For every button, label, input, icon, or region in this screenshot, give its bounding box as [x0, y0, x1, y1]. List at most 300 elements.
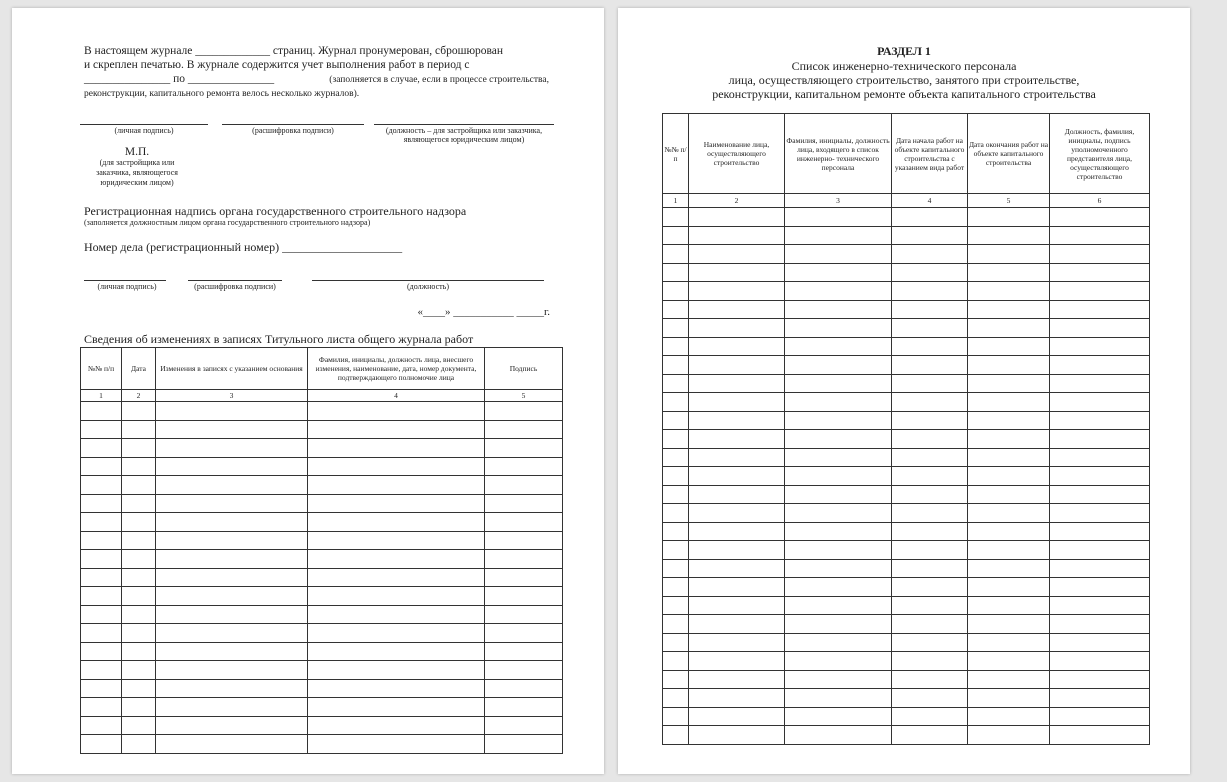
table-cell — [968, 319, 1050, 338]
table-cell — [968, 504, 1050, 523]
table-cell — [308, 402, 485, 421]
table-cell — [785, 726, 892, 745]
table-row — [663, 707, 1150, 726]
table-cell — [892, 319, 968, 338]
table-cell — [122, 698, 156, 717]
intro-line-1: В настоящем журнале _____________ страниц. Журнал пронумерован, сброшюрован — [84, 45, 504, 57]
table-cell — [892, 689, 968, 708]
table-cell — [785, 541, 892, 560]
table-cell — [785, 430, 892, 449]
table-cell — [689, 559, 785, 578]
table-cell — [1050, 689, 1150, 708]
case-number: Номер дела (регистрационный номер) ____________________ — [84, 240, 403, 254]
table-cell — [1050, 337, 1150, 356]
table-cell — [785, 393, 892, 412]
table-cell — [308, 439, 485, 458]
table-row — [81, 457, 563, 476]
table-row — [663, 559, 1150, 578]
intro-period: _______________ по _______________ — [84, 73, 275, 85]
table-cell — [122, 605, 156, 624]
table-cell — [663, 707, 689, 726]
table-cell — [1050, 467, 1150, 486]
table-cell — [968, 337, 1050, 356]
table-cell — [892, 337, 968, 356]
table-cell — [81, 476, 122, 495]
table-row — [663, 485, 1150, 504]
table-number-row — [81, 390, 563, 402]
table-row — [81, 679, 563, 698]
table-cell — [689, 522, 785, 541]
table-cell — [663, 208, 689, 227]
table-cell — [689, 411, 785, 430]
table-cell — [968, 282, 1050, 301]
column-number: 6 — [1050, 194, 1150, 208]
table-number-row — [663, 194, 1150, 208]
table-cell — [785, 633, 892, 652]
table-cell — [1050, 670, 1150, 689]
signature-decode-caption: (расшифровка подписи) — [252, 126, 334, 135]
table-cell — [968, 467, 1050, 486]
table-cell — [968, 615, 1050, 634]
table-cell — [1050, 319, 1150, 338]
table-cell — [122, 513, 156, 532]
table-cell — [156, 439, 308, 458]
table-cell — [1050, 726, 1150, 745]
header-author: Фамилия, инициалы, должность лица, внесшего изменения, наименование, дата, номер документа, подтверждающего полномочие лица — [308, 348, 485, 390]
table-cell — [689, 726, 785, 745]
table-row — [663, 263, 1150, 282]
table-cell — [892, 652, 968, 671]
table-cell — [892, 522, 968, 541]
table-cell — [122, 494, 156, 513]
table-cell — [785, 596, 892, 615]
table-cell — [156, 531, 308, 550]
table-cell — [1050, 652, 1150, 671]
table-cell — [689, 485, 785, 504]
table-cell — [968, 411, 1050, 430]
document-page-right — [618, 8, 1190, 774]
table-cell — [663, 633, 689, 652]
table-row — [81, 624, 563, 643]
table-cell — [892, 411, 968, 430]
table-row — [663, 467, 1150, 486]
table-row — [81, 605, 563, 624]
table-cell — [81, 568, 122, 587]
table-row — [663, 541, 1150, 560]
table-cell — [485, 513, 563, 532]
table-cell — [785, 263, 892, 282]
table-row — [663, 615, 1150, 634]
table-cell — [785, 356, 892, 375]
table-row — [663, 226, 1150, 245]
table-cell — [785, 485, 892, 504]
table-cell — [1050, 633, 1150, 652]
section-subtitle-3: реконструкции, капитальном ремонте объекта капитального строительства — [712, 87, 1096, 101]
table-cell — [308, 476, 485, 495]
table-cell — [892, 374, 968, 393]
table-row — [663, 504, 1150, 523]
intro-note: (заполняется в случае, если в процессе строительства, — [329, 75, 549, 85]
table-cell — [689, 504, 785, 523]
table-cell — [122, 661, 156, 680]
table-cell — [81, 402, 122, 421]
table-cell — [485, 494, 563, 513]
table-cell — [81, 439, 122, 458]
table-cell — [968, 726, 1050, 745]
table-row — [663, 522, 1150, 541]
section-heading — [618, 44, 1190, 101]
table-cell — [689, 245, 785, 264]
header-date: Дата — [122, 348, 156, 390]
table-cell — [892, 208, 968, 227]
table-cell — [663, 652, 689, 671]
table-cell — [122, 476, 156, 495]
table-cell — [81, 494, 122, 513]
registration-note: (заполняется должностным лицом органа государственного строительного надзора) — [84, 218, 371, 227]
table-cell — [1050, 226, 1150, 245]
table-cell — [689, 467, 785, 486]
table-cell — [122, 624, 156, 643]
table-row — [663, 393, 1150, 412]
table-cell — [663, 393, 689, 412]
table-cell — [892, 356, 968, 375]
table-cell — [892, 282, 968, 301]
table-cell — [122, 568, 156, 587]
table-cell — [1050, 356, 1150, 375]
column-number: 2 — [689, 194, 785, 208]
table-cell — [785, 522, 892, 541]
column-number: 4 — [308, 390, 485, 402]
table-cell — [485, 568, 563, 587]
table-cell — [663, 226, 689, 245]
table-cell — [968, 226, 1050, 245]
table-cell — [689, 578, 785, 597]
table-cell — [485, 439, 563, 458]
table-row — [663, 578, 1150, 597]
table-cell — [156, 642, 308, 661]
table-cell — [689, 374, 785, 393]
position-line-2 — [312, 280, 544, 281]
table-row — [663, 670, 1150, 689]
table-cell — [485, 698, 563, 717]
table-cell — [81, 531, 122, 550]
table-cell — [689, 430, 785, 449]
stamp-note-1: (для застройщика или — [99, 158, 175, 167]
table-cell — [968, 689, 1050, 708]
table-cell — [308, 642, 485, 661]
table-cell — [485, 735, 563, 754]
table-row — [663, 282, 1150, 301]
table-cell — [485, 550, 563, 569]
table-cell — [892, 245, 968, 264]
table-cell — [663, 263, 689, 282]
registration-title: Регистрационная надпись органа государственного строительного надзора — [84, 204, 467, 218]
table-cell — [156, 568, 308, 587]
table-cell — [785, 670, 892, 689]
table-row — [663, 596, 1150, 615]
table-cell — [1050, 393, 1150, 412]
position-line — [374, 124, 554, 125]
table-row — [81, 642, 563, 661]
table-cell — [156, 457, 308, 476]
table-cell — [663, 319, 689, 338]
table-cell — [785, 411, 892, 430]
table-cell — [968, 541, 1050, 560]
table-cell — [785, 578, 892, 597]
table-cell — [968, 300, 1050, 319]
staff-table — [662, 113, 1150, 745]
table-cell — [308, 716, 485, 735]
table-cell — [485, 476, 563, 495]
table-cell — [785, 300, 892, 319]
table-cell — [892, 504, 968, 523]
table-cell — [81, 605, 122, 624]
table-cell — [689, 652, 785, 671]
table-cell — [689, 208, 785, 227]
signature-decode-caption-2: (расшифровка подписи) — [194, 282, 276, 291]
column-number: 2 — [122, 390, 156, 402]
table-cell — [81, 735, 122, 754]
table-cell — [81, 587, 122, 606]
stamp-note-2: заказчика, являющегося — [96, 168, 178, 177]
table-cell — [156, 587, 308, 606]
table-cell — [485, 605, 563, 624]
table-cell — [308, 531, 485, 550]
table-cell — [1050, 282, 1150, 301]
column-number: 5 — [968, 194, 1050, 208]
signature-line — [80, 124, 208, 125]
table-cell — [81, 661, 122, 680]
table-row — [663, 337, 1150, 356]
table-cell — [663, 504, 689, 523]
table-cell — [785, 208, 892, 227]
table-cell — [81, 624, 122, 643]
table-row — [81, 735, 563, 754]
signature-decode-line-2 — [188, 280, 282, 281]
table-cell — [485, 402, 563, 421]
header-signature: Подпись — [485, 348, 563, 390]
signature-caption-2: (личная подпись) — [97, 282, 157, 291]
header-organization: Наименование лица, осуществляющего строительство — [689, 114, 785, 194]
table-cell — [308, 494, 485, 513]
table-row — [81, 439, 563, 458]
table-cell — [663, 374, 689, 393]
table-cell — [156, 624, 308, 643]
table-cell — [308, 624, 485, 643]
signature-line-2 — [84, 280, 166, 281]
table-cell — [785, 689, 892, 708]
table-cell — [892, 485, 968, 504]
table-row — [81, 476, 563, 495]
table-cell — [968, 596, 1050, 615]
table-cell — [485, 457, 563, 476]
table-cell — [663, 615, 689, 634]
column-number: 5 — [485, 390, 563, 402]
table-cell — [308, 550, 485, 569]
table-cell — [689, 356, 785, 375]
position-caption — [364, 126, 564, 144]
signature-caption: (личная подпись) — [114, 126, 174, 135]
table-cell — [785, 245, 892, 264]
table-cell — [1050, 485, 1150, 504]
table-row — [663, 652, 1150, 671]
table-row — [663, 319, 1150, 338]
table-row — [81, 661, 563, 680]
table-cell — [1050, 411, 1150, 430]
table-cell — [1050, 263, 1150, 282]
table-cell — [1050, 522, 1150, 541]
table-row — [81, 513, 563, 532]
section-title: РАЗДЕЛ 1 — [877, 44, 931, 58]
table-cell — [81, 457, 122, 476]
table-cell — [81, 716, 122, 735]
table-cell — [689, 707, 785, 726]
table-cell — [156, 661, 308, 680]
table-cell — [689, 337, 785, 356]
position-caption-2: (должность) — [407, 282, 449, 291]
position-caption-line-2: являющегося юридическим лицом) — [403, 135, 525, 144]
table-cell — [156, 679, 308, 698]
table-row — [663, 300, 1150, 319]
table-cell — [892, 633, 968, 652]
table-cell — [485, 587, 563, 606]
table-row — [663, 633, 1150, 652]
table-cell — [1050, 541, 1150, 560]
intro-paragraph — [84, 44, 549, 101]
table-cell — [968, 374, 1050, 393]
table-cell — [663, 282, 689, 301]
table-row — [663, 430, 1150, 449]
table-cell — [663, 245, 689, 264]
column-number: 3 — [785, 194, 892, 208]
table-cell — [892, 559, 968, 578]
table-cell — [689, 633, 785, 652]
signature-decode-line — [222, 124, 364, 125]
table-row — [663, 411, 1150, 430]
table-cell — [81, 698, 122, 717]
table-cell — [663, 411, 689, 430]
table-cell — [892, 596, 968, 615]
column-number: 1 — [663, 194, 689, 208]
table-cell — [785, 226, 892, 245]
table-cell — [1050, 707, 1150, 726]
table-row — [81, 716, 563, 735]
table-cell — [968, 263, 1050, 282]
table-cell — [81, 420, 122, 439]
header-number: №№ п/п — [81, 348, 122, 390]
header-changes: Изменения в записях с указанием основания — [156, 348, 308, 390]
date-line: «____» ___________ _____г. — [417, 306, 550, 318]
stamp-note-3: юридическим лицом) — [100, 178, 174, 187]
table-cell — [485, 624, 563, 643]
table-cell — [785, 319, 892, 338]
table-cell — [156, 402, 308, 421]
table-cell — [1050, 596, 1150, 615]
stamp-label: М.П. — [124, 146, 150, 158]
table-cell — [663, 485, 689, 504]
table-row — [663, 245, 1150, 264]
table-cell — [308, 605, 485, 624]
table-cell — [968, 485, 1050, 504]
header-start-date: Дата начала работ на объекте капитального строительства с указанием вида работ — [892, 114, 968, 194]
table-cell — [156, 494, 308, 513]
table-row — [81, 587, 563, 606]
table-cell — [308, 457, 485, 476]
table-cell — [663, 596, 689, 615]
table-row — [663, 208, 1150, 227]
table-cell — [156, 698, 308, 717]
changes-table — [80, 347, 563, 754]
table-cell — [1050, 578, 1150, 597]
table-row — [663, 448, 1150, 467]
table-cell — [1050, 504, 1150, 523]
table-cell — [968, 208, 1050, 227]
table-cell — [156, 513, 308, 532]
table-cell — [892, 726, 968, 745]
table-cell — [785, 559, 892, 578]
table-header-row — [663, 114, 1150, 194]
table-cell — [689, 282, 785, 301]
table-cell — [689, 689, 785, 708]
table-cell — [156, 716, 308, 735]
table-cell — [689, 615, 785, 634]
table-cell — [1050, 300, 1150, 319]
table-cell — [122, 439, 156, 458]
table-cell — [81, 679, 122, 698]
table-row — [81, 494, 563, 513]
table-cell — [892, 300, 968, 319]
table-cell — [156, 735, 308, 754]
table-cell — [663, 726, 689, 745]
table-cell — [892, 670, 968, 689]
table-cell — [689, 263, 785, 282]
table-cell — [689, 300, 785, 319]
table-cell — [122, 550, 156, 569]
table-row — [663, 356, 1150, 375]
table-cell — [968, 652, 1050, 671]
table-cell — [1050, 559, 1150, 578]
table-cell — [785, 282, 892, 301]
table-cell — [663, 578, 689, 597]
table-cell — [785, 448, 892, 467]
table-cell — [1050, 374, 1150, 393]
table-cell — [663, 670, 689, 689]
table-cell — [689, 448, 785, 467]
table-row — [81, 698, 563, 717]
table-cell — [785, 615, 892, 634]
table-cell — [308, 420, 485, 439]
table-cell — [689, 670, 785, 689]
stamp-block — [82, 146, 192, 188]
table-cell — [156, 476, 308, 495]
table-cell — [663, 430, 689, 449]
table-cell — [1050, 448, 1150, 467]
table-cell — [122, 587, 156, 606]
intro-line-4: реконструкции, капитального ремонта велось несколько журналов). — [84, 89, 360, 99]
table-row — [81, 402, 563, 421]
table-cell — [485, 679, 563, 698]
table-cell — [81, 513, 122, 532]
table-cell — [122, 402, 156, 421]
table-cell — [122, 531, 156, 550]
table-cell — [689, 541, 785, 560]
table-cell — [689, 393, 785, 412]
table-cell — [689, 319, 785, 338]
table-cell — [968, 393, 1050, 412]
table-cell — [892, 393, 968, 412]
table-cell — [663, 356, 689, 375]
table-cell — [156, 420, 308, 439]
